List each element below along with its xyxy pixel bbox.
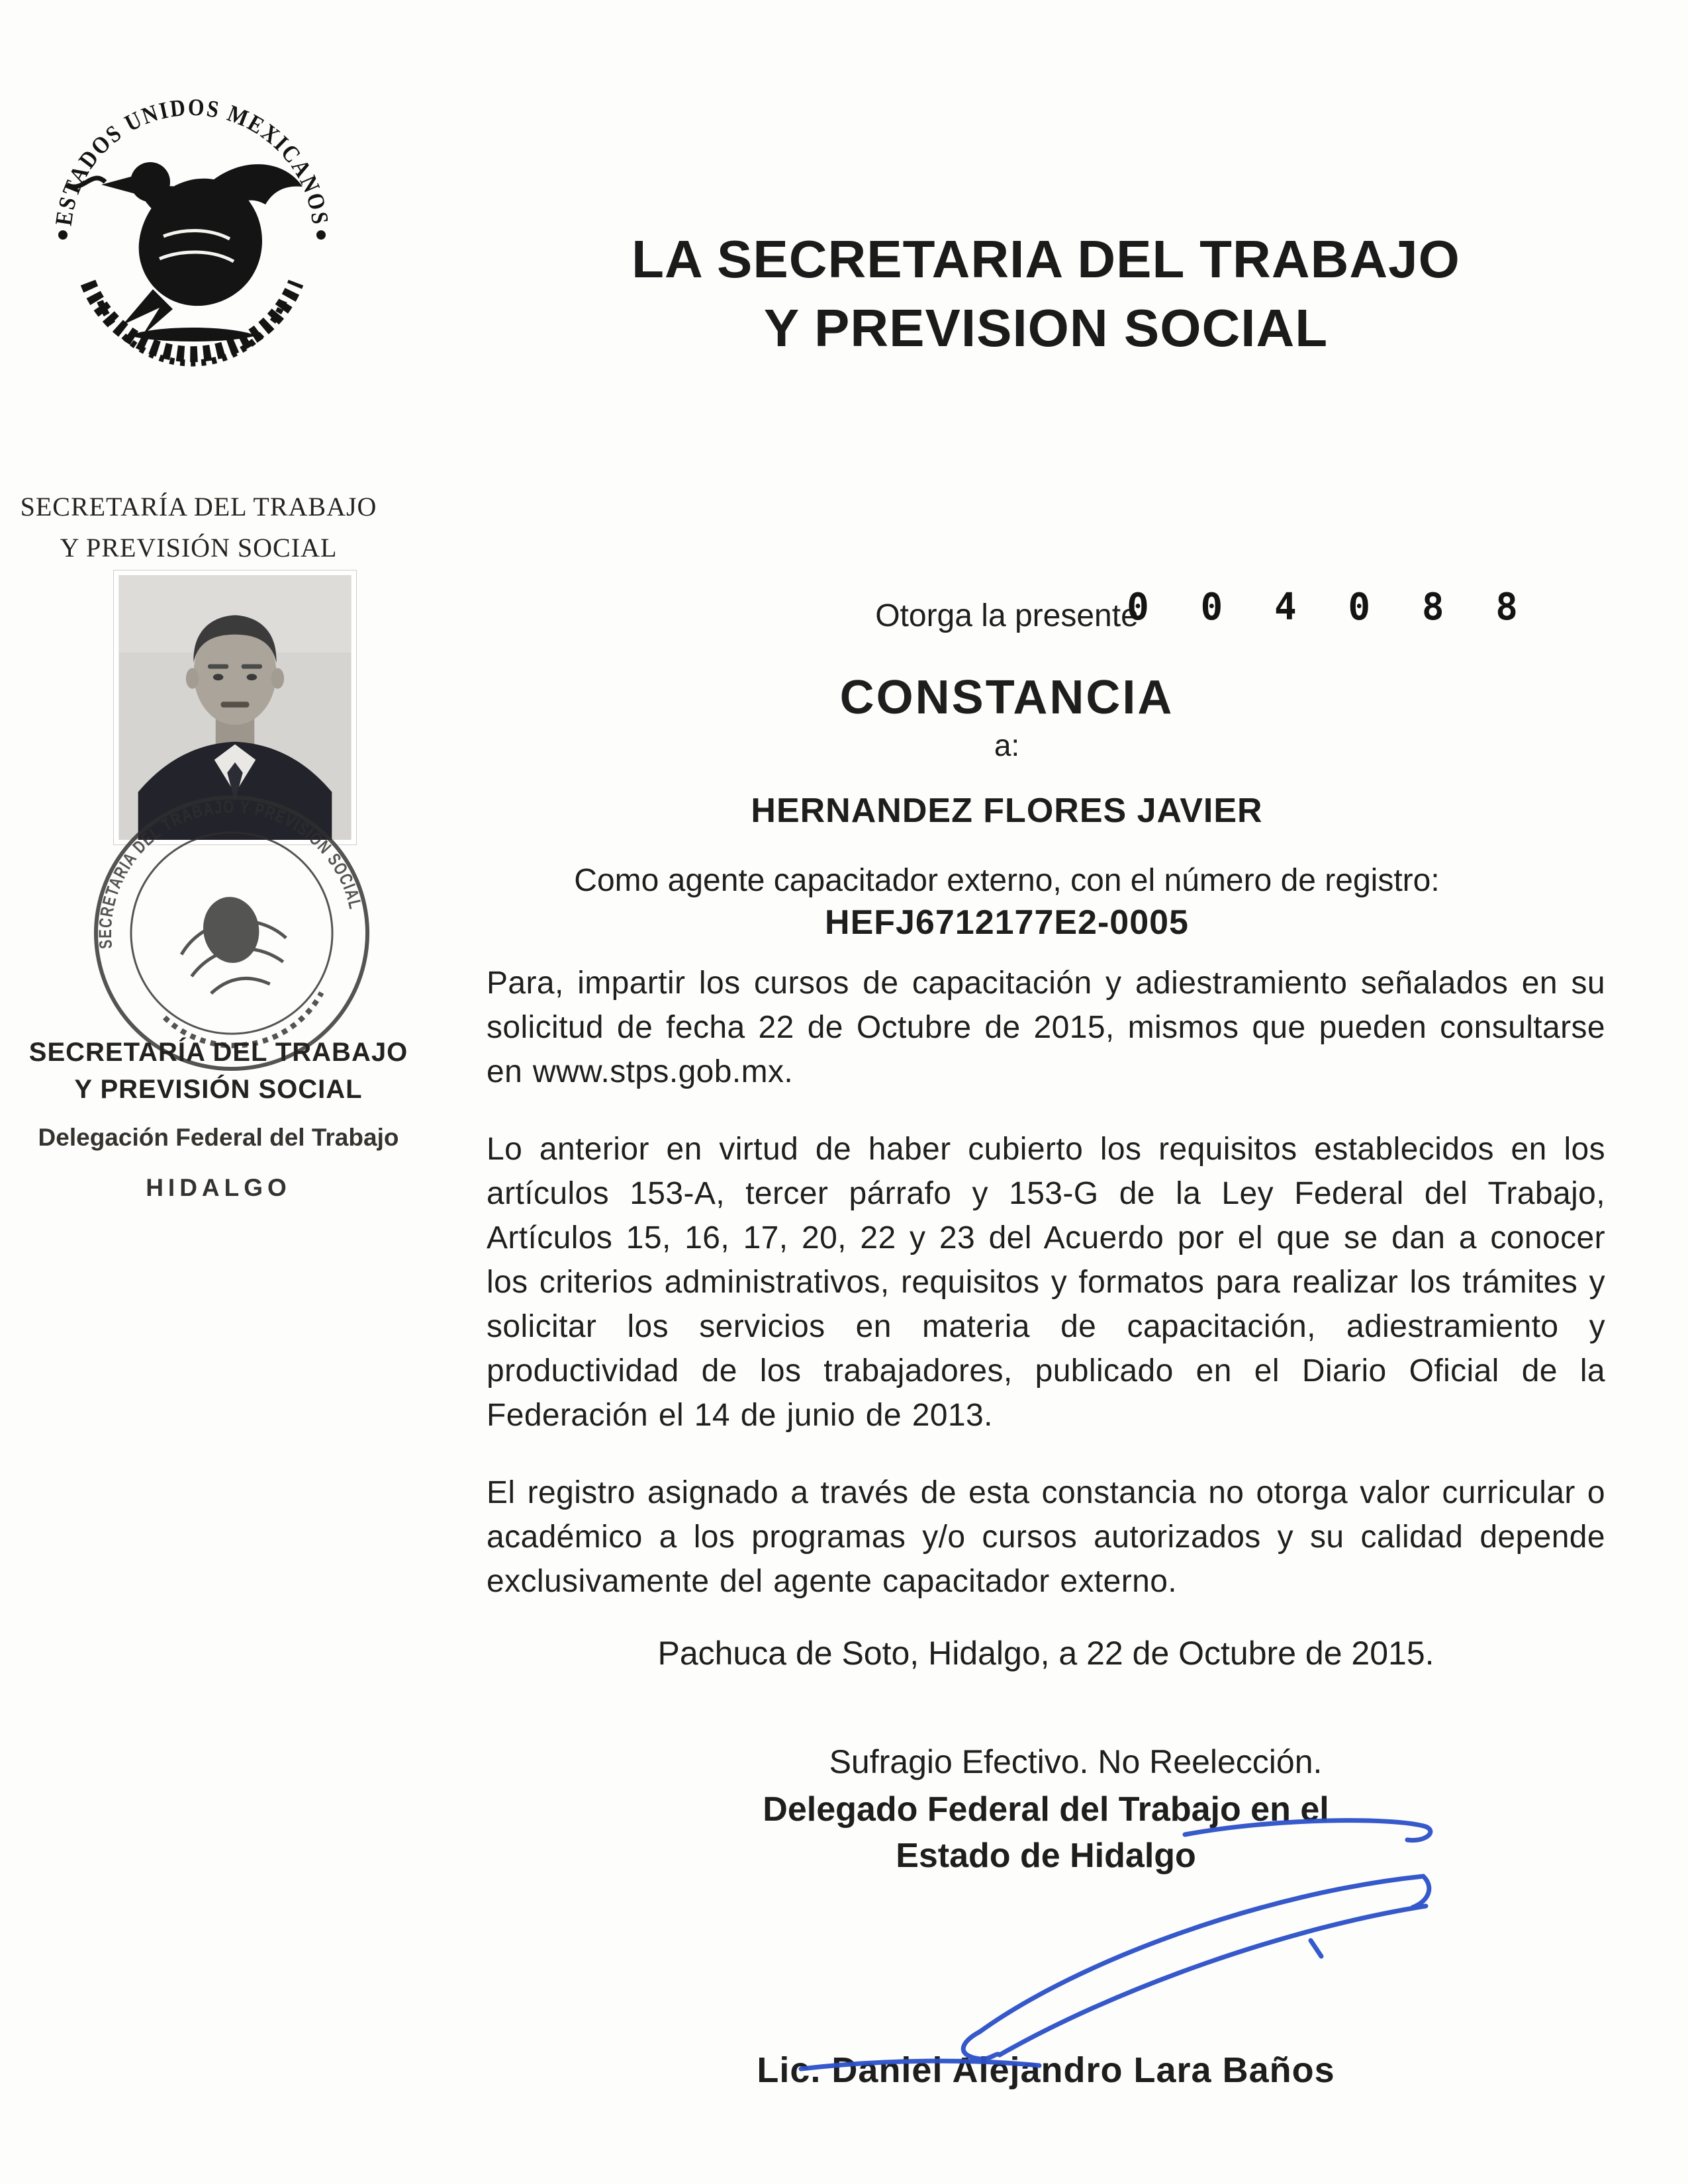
document-title-line1: LA SECRETARIA DEL TRABAJO [632, 230, 1460, 289]
left-column [0, 0, 437, 2184]
otorga-text: Otorga la presente [875, 598, 1139, 633]
registro-number: HEFJ6712177E2-0005 [825, 903, 1189, 942]
document-title [487, 225, 1605, 363]
seal-side-dot-left [58, 230, 68, 240]
otorga-row [487, 586, 1605, 640]
constancia-heading: CONSTANCIA [839, 671, 1174, 724]
secretariat-caption-line2: Y PREVISIÓN SOCIAL [60, 533, 338, 563]
seal-ring-text: ESTADOS UNIDOS MEXICANOS [50, 93, 334, 230]
delegation-stamp-text [7, 1034, 430, 1202]
stamp-text-line1: SECRETARÍA DEL TRABAJO [28, 1038, 408, 1067]
signer-title-line2: Estado de Hidalgo [896, 1837, 1196, 1875]
secretariat-caption [7, 486, 391, 569]
document-body [487, 225, 1605, 2091]
secretariat-caption-line1: SECRETARÍA DEL TRABAJO [20, 492, 377, 522]
paragraph-disclaimer: El registro asignado a través de esta constancia no otorga valor curricular o académico a los programas y/o cursos autorizados y su calidad depende exclusivamente del agente capacitador externo. [487, 1475, 1605, 1599]
registro-intro: Como agente capacitador externo, con el número de registro: [574, 863, 1440, 898]
mexican-coat-of-arms-seal [36, 69, 348, 394]
coat-of-arms-svg [36, 69, 348, 394]
sufragio-motto: Sufragio Efectivo. No Reelección. [829, 1743, 1323, 1780]
stamp-center-emblem [173, 889, 293, 997]
stamp-text-line3: Delegación Federal del Trabajo [38, 1124, 399, 1151]
stamp-text-line4: HIDALGO [146, 1174, 291, 1201]
stamp-ring-text: SECRETARÍA DEL TRABAJO Y PREVISIÓN SOCIAL [95, 796, 367, 950]
eagle-emblem-icon [67, 162, 303, 341]
signer-name: Lic. Daniel Alejandro Lara Baños [757, 2050, 1335, 2090]
seal-side-dot-right [316, 230, 326, 240]
a-label: a: [994, 728, 1020, 762]
handwritten-signature [761, 1813, 1443, 2085]
signer-title-line1: Delegado Federal del Trabajo en el [763, 1790, 1329, 1829]
recipient-name: HERNANDEZ FLORES JAVIER [751, 792, 1263, 830]
signature-svg [761, 1813, 1443, 2085]
paragraph-courses: Para, impartir los cursos de capacitación y adiestramiento señalados en su solicitud de fecha 22 de Octubre de 2015, mismos que pueden consultarse en www.stps.gob.mx. [487, 966, 1605, 1089]
folio-number: 0 0 4 0 8 8 [1127, 586, 1532, 629]
place-and-date: Pachuca de Soto, Hidalgo, a 22 de Octubre de 2015. [657, 1635, 1434, 1672]
signature-strokes [801, 1821, 1430, 2069]
document-title-line2: Y PREVISION SOCIAL [763, 298, 1329, 357]
stamp-text-line2: Y PREVISIÓN SOCIAL [74, 1075, 363, 1104]
paragraph-legal-basis: Lo anterior en virtud de haber cubierto los requisitos establecidos en los artículos 153-A, tercer párrafo y 153-G de la Ley Federal del Trabajo, Artículos 15, 16, 17, 20, 22 y 23 del Acuerdo por el que se dan a conocer los criterios administrativos, requisitos y formatos para realizar los trámites y solicitar los servicios en materia de capacitación, adiestramiento y productividad de los trabajadores, publicado en el Diario Oficial de la Federación el 14 de junio de 2013. [487, 1132, 1605, 1433]
